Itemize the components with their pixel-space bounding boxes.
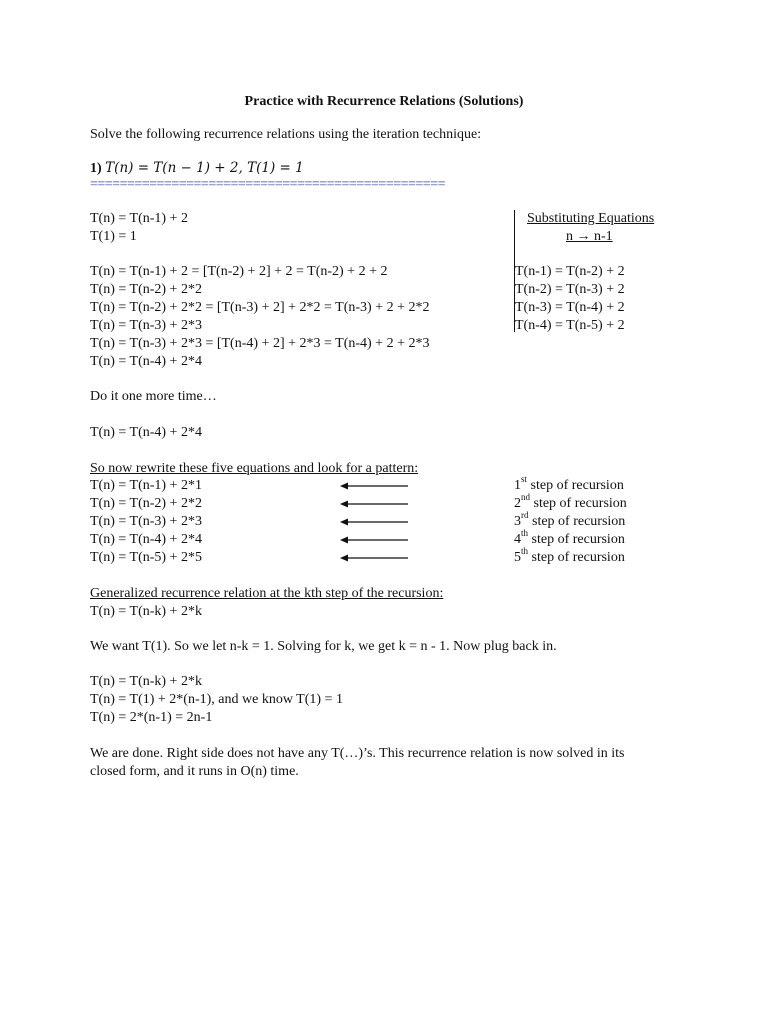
iteration-line: T(n) = T(n-3) + 2*3 = [T(n-4) + 2] + 2*3 = T(n-4) + 2 + 2*3 xyxy=(90,336,430,351)
conclusion-text: We are done. Right side does not have any T(…)’s. This recurrence relation is now solved in its xyxy=(90,746,625,761)
page-title: Practice with Recurrence Relations (Solutions) xyxy=(244,94,524,109)
pattern-equation: T(n) = T(n-2) + 2*2 xyxy=(90,496,202,511)
substitution-equation: T(n-2) = T(n-3) + 2 xyxy=(515,282,625,297)
step-label: 4th step of recursion xyxy=(514,528,625,547)
separator-line: ================================================ xyxy=(90,177,445,192)
iteration-line: T(n) = T(n-3) + 2*3 xyxy=(90,318,202,333)
substitution-mapping: n → n-1 xyxy=(566,229,613,244)
left-arrow-icon xyxy=(340,535,408,545)
step-label: 3rd step of recursion xyxy=(514,510,626,529)
instructions: Solve the following recurrence relations using the iteration technique: xyxy=(90,127,482,142)
left-arrow-icon xyxy=(340,517,408,527)
iteration-line: T(n) = T(n-1) + 2 = [T(n-2) + 2] + 2 = T(n-2) + 2 + 2 xyxy=(90,264,388,279)
substitution-equation: T(n-1) = T(n-2) + 2 xyxy=(515,264,625,279)
substitution-equation: T(n-4) = T(n-5) + 2 xyxy=(515,318,625,333)
general-heading: Generalized recurrence relation at the kth step of the recursion: xyxy=(90,586,444,601)
problem-equation: T(n) = T(n − 1) + 2, T(1) = 1 xyxy=(105,160,304,176)
substitution-heading: Substituting Equations xyxy=(527,211,655,226)
pattern-equation: T(n) = T(n-3) + 2*3 xyxy=(90,514,202,529)
substitution-equation: T(n-3) = T(n-4) + 2 xyxy=(515,300,625,315)
iteration-line: T(n) = T(n-4) + 2*4 xyxy=(90,354,202,369)
step-label: 1st step of recursion xyxy=(514,474,624,493)
pattern-equation: T(n) = T(n-4) + 2*4 xyxy=(90,532,202,547)
pattern-heading: So now rewrite these five equations and look for a pattern: xyxy=(90,461,419,476)
iteration-line: T(n) = T(n-2) + 2*2 xyxy=(90,282,202,297)
conclusion-text: closed form, and it runs in O(n) time. xyxy=(90,764,299,779)
plug-line: T(n) = T(n-k) + 2*k xyxy=(90,674,202,689)
step-label: 2nd step of recursion xyxy=(514,492,627,511)
left-arrow-icon xyxy=(340,553,408,563)
pattern-equation: T(n) = T(n-5) + 2*5 xyxy=(90,550,202,565)
pattern-equation: T(n) = T(n-1) + 2*1 xyxy=(90,478,202,493)
solve-text: We want T(1). So we let n-k = 1. Solving for k, we get k = n - 1. Now plug back in. xyxy=(90,639,557,654)
problem-number: 1) xyxy=(90,161,102,176)
plug-line: T(n) = 2*(n-1) = 2n-1 xyxy=(90,710,213,725)
general-equation: T(n) = T(n-k) + 2*k xyxy=(90,604,202,619)
one-more-equation: T(n) = T(n-4) + 2*4 xyxy=(90,425,202,440)
left-arrow-icon xyxy=(340,499,408,509)
plug-line: T(n) = T(1) + 2*(n-1), and we know T(1) = 1 xyxy=(90,692,343,707)
given-equation: T(n) = T(n-1) + 2 xyxy=(90,211,188,226)
left-arrow-icon xyxy=(340,481,408,491)
step-label: 5th step of recursion xyxy=(514,546,625,565)
iteration-line: T(n) = T(n-2) + 2*2 = [T(n-3) + 2] + 2*2 = T(n-3) + 2 + 2*2 xyxy=(90,300,430,315)
given-equation: T(1) = 1 xyxy=(90,229,137,244)
one-more-text: Do it one more time… xyxy=(90,389,217,404)
